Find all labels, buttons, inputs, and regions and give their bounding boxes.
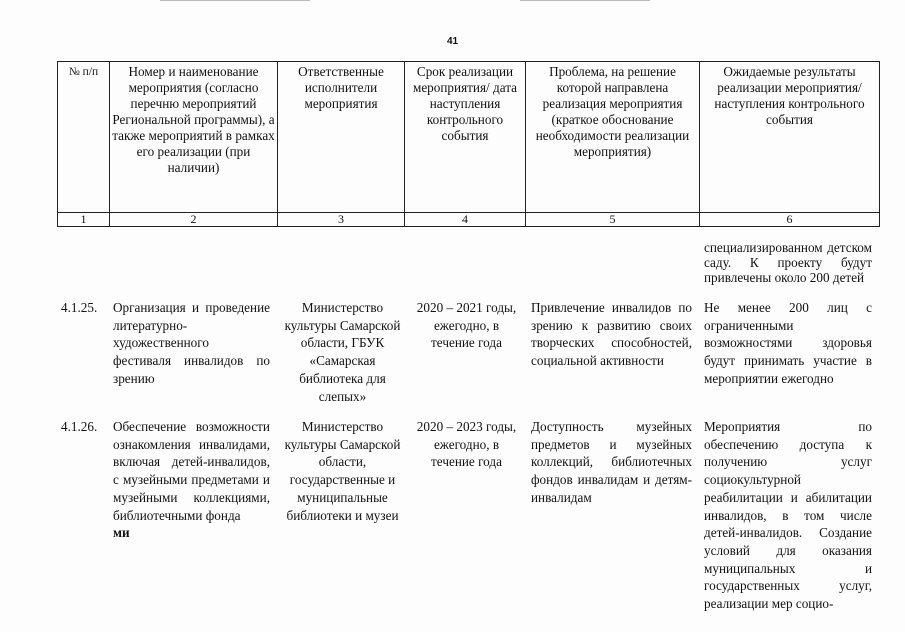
header-responsible: Ответственные исполнители мероприятия	[278, 62, 405, 213]
row-responsible: Министерство культуры Самарской области, ГБУК «Самарская библиотека для слепых»	[284, 300, 401, 404]
row-term: 2020 – 2023 годы, ежегодно, в течение года	[416, 419, 517, 470]
scan-edge-line	[160, 0, 310, 1]
column-number: 2	[110, 213, 278, 227]
header-number: № п/п	[58, 62, 110, 213]
row-title: Обеспечение возможности ознакомления инвалидами, включая детей-инвалидов, с музейными предметами и музейными коллекциями, библиотечными фонда	[113, 419, 270, 523]
column-number-row	[58, 213, 880, 227]
header-result: Ожидаемые результаты реализации мероприятия/ наступления контрольного события	[700, 62, 880, 213]
row-result: Мероприятия по обеспечению доступа к получению услуг социокультурной реабилитации и абилитации инвалидов, в том числе детей-инвалидов. Создание условий для оказания муниципальных и государственных услуг, реализации мер социо-	[704, 419, 872, 612]
row-title-wrap	[113, 418, 270, 542]
column-number: 4	[405, 213, 526, 227]
row-title-tail: ми	[113, 525, 130, 541]
row-problem: Привлечение инвалидов по зрению к развитию своих творческих способностей, социальной активности	[531, 300, 692, 369]
row-problem: Доступность музейных предметов и музейных коллекций, библиотечных фондов инвалидам и детям-инвалидам	[531, 419, 692, 505]
row-term: 2020 – 2021 годы, ежегодно, в течение года	[416, 300, 517, 351]
continuation-text: специализированном детском саду. К проекту будут привлечены около 200 детей	[704, 240, 872, 285]
column-number: 1	[58, 213, 110, 227]
row-number: 4.1.26.	[61, 419, 98, 434]
row-result: Не менее 200 лиц с ограниченными возможностями здоровья будут принимать участие в мероприятии ежегодно	[704, 300, 872, 386]
table-header	[57, 61, 880, 227]
column-number: 6	[700, 213, 880, 227]
page-number: 41	[446, 36, 459, 47]
column-number: 5	[526, 213, 700, 227]
column-number: 3	[278, 213, 405, 227]
header-row	[58, 62, 880, 213]
scan-edge-line	[520, 0, 650, 1]
header-term: Срок реализации мероприятия/ дата наступления контрольного события	[405, 62, 526, 213]
row-number: 4.1.25.	[61, 300, 98, 315]
header-title: Номер и наименование мероприятия (согласно перечню мероприятий Региональной программы), а также мероприятий в рамках его реализации (при наличии)	[110, 62, 278, 213]
header-problem: Проблема, на решение которой направлена реализация мероприятия (краткое обоснование необходимости реализации мероприятия)	[526, 62, 700, 213]
row-title: Организация и проведение литературно-художественного фестиваля инвалидов по зрению	[113, 300, 270, 386]
row-responsible: Министерство культуры Самарской области, государственные и муниципальные библиотеки и музеи	[284, 419, 401, 523]
